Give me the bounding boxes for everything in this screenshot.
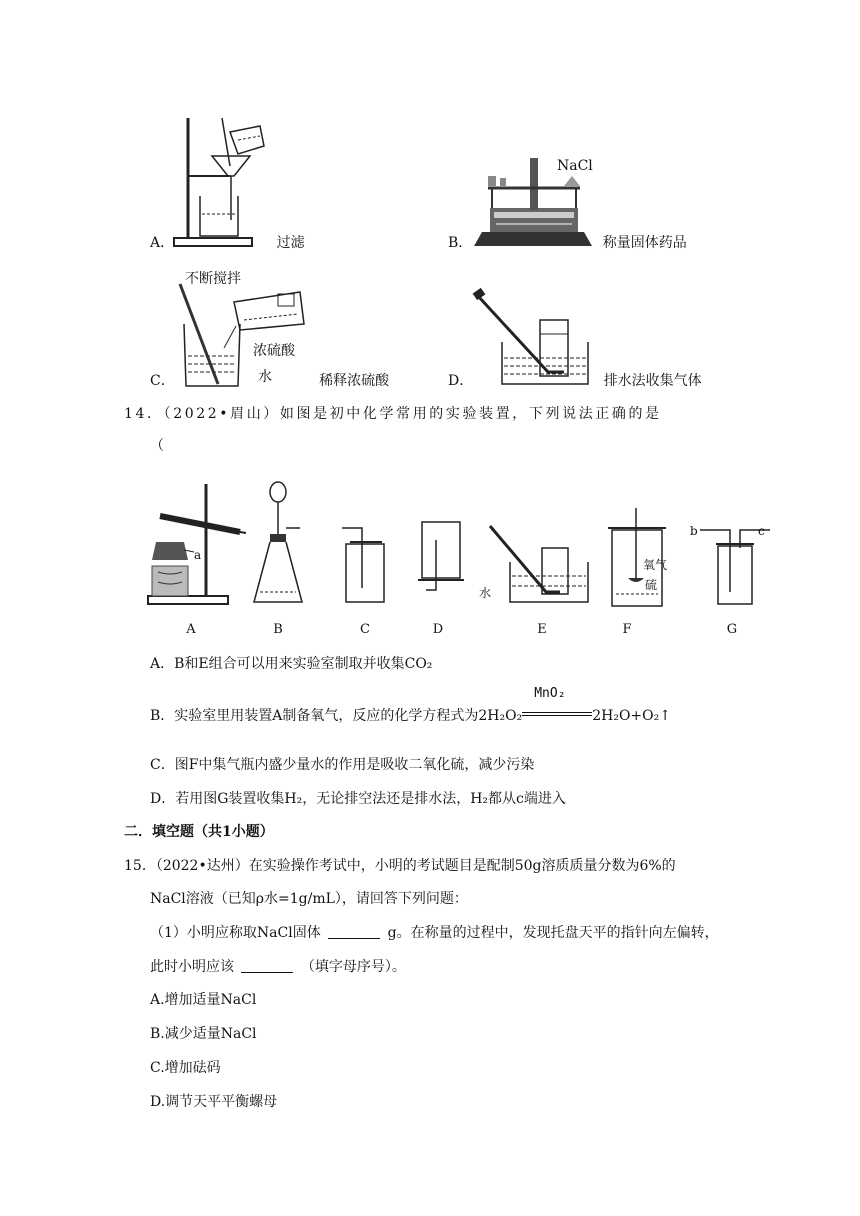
section-title: 二．填空题（共1小题） [124,824,274,840]
apparatus-figure [140,478,780,612]
q14-stem: 14．（2022•眉山）如图是初中化学常用的实验装置，下列说法正确的是 [124,406,662,422]
catalyst-label: MnO₂ [534,686,566,701]
choice-d: D.调节天平平衡螺母 [150,1094,278,1110]
q15-stem: 15．（2022•达州）在实验操作考试中，小明的考试题目是配制50g溶质质量分数为6%的 [124,858,676,874]
apparatus-label-b: B [273,622,283,637]
option-text: 稀释浓硫酸 [319,373,390,389]
fig-label-a: a [194,548,202,562]
answer-blank-1[interactable] [328,924,380,939]
q13-option-c [150,371,389,391]
q14-option-b [150,686,671,726]
apparatus-label-g: G [726,622,738,637]
option-letter: D． [448,373,474,389]
option-text: 排水法收集气体 [603,373,702,389]
q13-option-d [448,371,702,391]
fig-label-b: b [690,524,698,538]
apparatus-label-a: A [186,622,196,637]
option-letter: B． [448,235,473,251]
option-letter: A． [150,235,175,251]
q14-stem-cont: （ [150,438,164,454]
q14-option-a: A．B和E组合可以用来实验室制取并收集CO₂ [150,656,433,672]
apparatus-label-f: F [622,622,632,637]
q15-sub1-line2 [150,957,406,977]
conc-acid-label: 浓硫酸 [253,343,295,359]
q13-option-b [448,233,687,253]
sub1-text-d: （填字母序号）。 [300,959,406,975]
filtration-figure [172,112,272,250]
sub1-text-a: （1）小明应称取NaCl固体 [150,925,321,941]
option-text: 过滤 [276,235,305,251]
fig-label-water: 水 [479,586,492,600]
stir-label: 不断搅拌 [185,271,241,287]
apparatus-label-c: C [360,622,370,637]
q15-sub1-line1 [150,923,719,943]
fig-label-sulfur: 硫 [645,578,658,592]
sub1-text-b: g。在称量的过程中，发现托盘天平的指针向左偏转， [387,925,719,941]
water-label: 水 [258,369,272,385]
apparatus-label-e: E [537,622,547,637]
q14-option-c: C．图F中集气瓶内盛少量水的作用是吸收二氧化硫，减少污染 [150,757,535,773]
choice-b: B.减少适量NaCl [150,1026,257,1042]
answer-blank-2[interactable] [241,958,293,973]
q13-option-a [150,233,305,253]
apparatus-label-d: D [432,622,444,637]
option-b-pre: B．实验室里用装置A制备氧气，反应的化学方程式为2H₂O₂ [150,708,523,724]
fig-label-c: c [758,524,765,538]
choice-a: A.增加适量NaCl [150,992,257,1008]
sub1-text-c: 此时小明应该 [150,959,234,975]
fig-label-oxygen: 氧气 [643,558,668,572]
q14-option-d: D．若用图G装置收集H₂，无论排空法还是排水法，H₂都从c端进入 [150,791,566,807]
option-letter: C． [150,373,175,389]
nacl-label: NaCl [557,158,593,174]
choice-c: C.增加砝码 [150,1060,221,1076]
reaction-arrow [522,686,592,720]
q15-stem-cont: NaCl溶液（已知ρ水=1g/mL），请回答下列问题： [150,891,468,907]
double-line [522,712,592,716]
option-text: 称量固体药品 [602,235,687,251]
option-b-post: 2H₂O+O₂↑ [592,708,671,724]
